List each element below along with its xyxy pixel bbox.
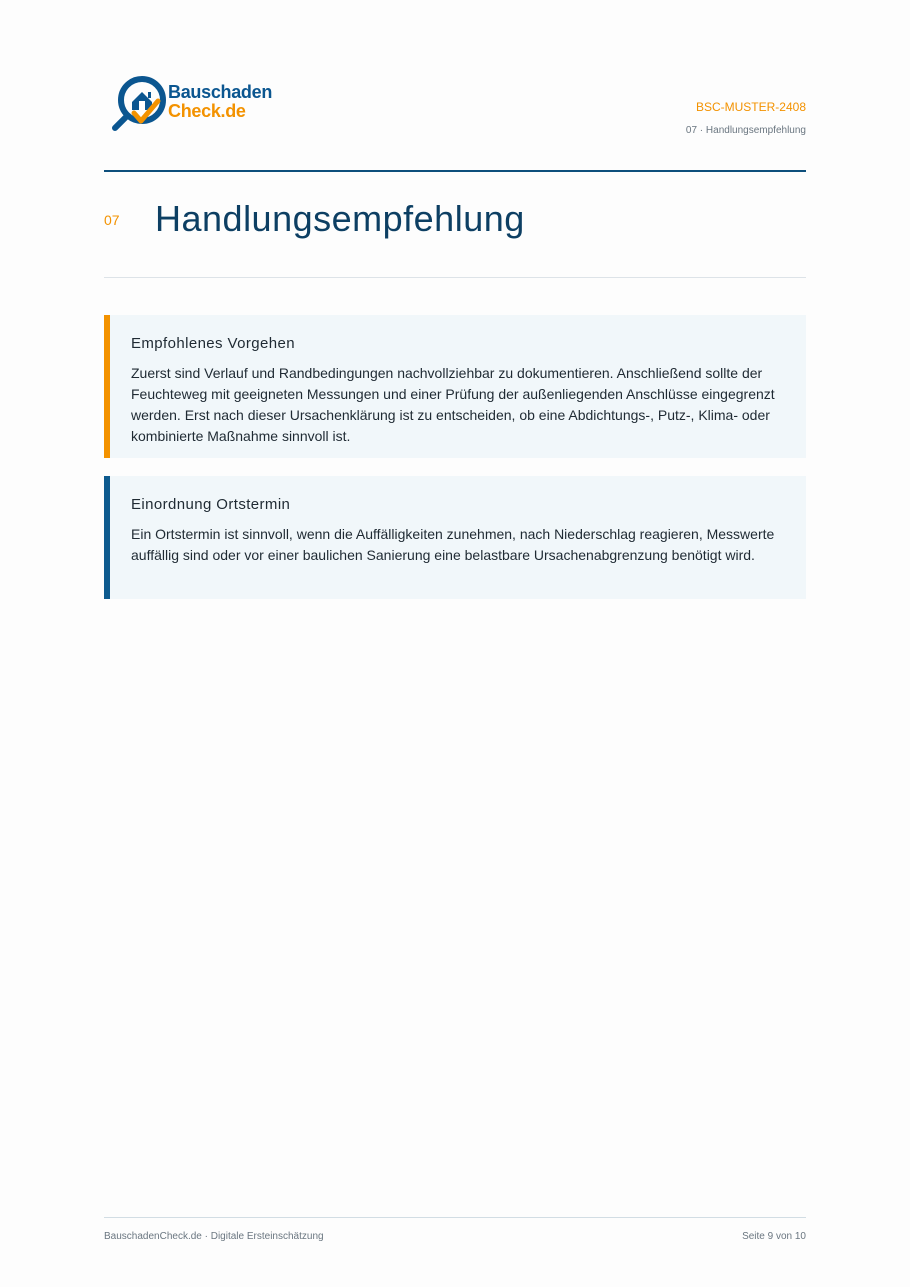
section-title: Handlungsempfehlung [155, 198, 525, 239]
magnifier-house-check-icon [108, 72, 168, 136]
footer-brand-text: BauschadenCheck.de · Digitale Ersteinschätzung [104, 1231, 324, 1242]
footer-divider [104, 1217, 806, 1218]
recommendation-text: Zuerst sind Verlauf und Randbedingungen nachvollziehbar zu dokumentieren. Anschließend sollte der Feuchteweg mit geeigneten Messungen und einer Prüfung der außenliegenden Anschlüsse eingegrenzt werden. Erst nach dieser Ursachenklärung ist zu entscheiden, ob eine Abdichtungs-, Putz-, Klima- oder kombinierte Maßnahme sinnvoll ist. [131, 365, 775, 444]
running-section-label: 07 · Handlungsempfehlung [685, 125, 806, 136]
header-divider [104, 170, 806, 172]
document-id: BSC-MUSTER-2408 [695, 100, 806, 114]
section-number: 07 [104, 212, 120, 228]
brand-logo[interactable] [108, 72, 278, 136]
site-visit-heading: Einordnung Ortstermin [131, 496, 291, 513]
recommendation-box [104, 315, 806, 458]
accent-bar-blue [104, 476, 110, 599]
site-visit-text: Ein Ortstermin ist sinnvoll, wenn die Auffälligkeiten zunehmen, nach Niederschlag reagieren, Messwerte auffällig sind oder vor einer baulichen Sanierung eine belastbare Ursachenabgrenzung benötigt wird. [131, 526, 775, 563]
page-header [104, 72, 806, 170]
page-number: Seite 9 von 10 [742, 1231, 806, 1242]
brand-wordmark [168, 83, 272, 121]
accent-bar-orange [104, 315, 110, 458]
title-divider [104, 277, 806, 278]
brand-wordmark-line1: Bauschaden [168, 82, 273, 102]
site-visit-box [104, 476, 806, 599]
brand-wordmark-line2: Check.de [168, 101, 246, 121]
report-page [104, 0, 806, 1287]
recommendation-heading: Empfohlenes Vorgehen [131, 335, 295, 352]
